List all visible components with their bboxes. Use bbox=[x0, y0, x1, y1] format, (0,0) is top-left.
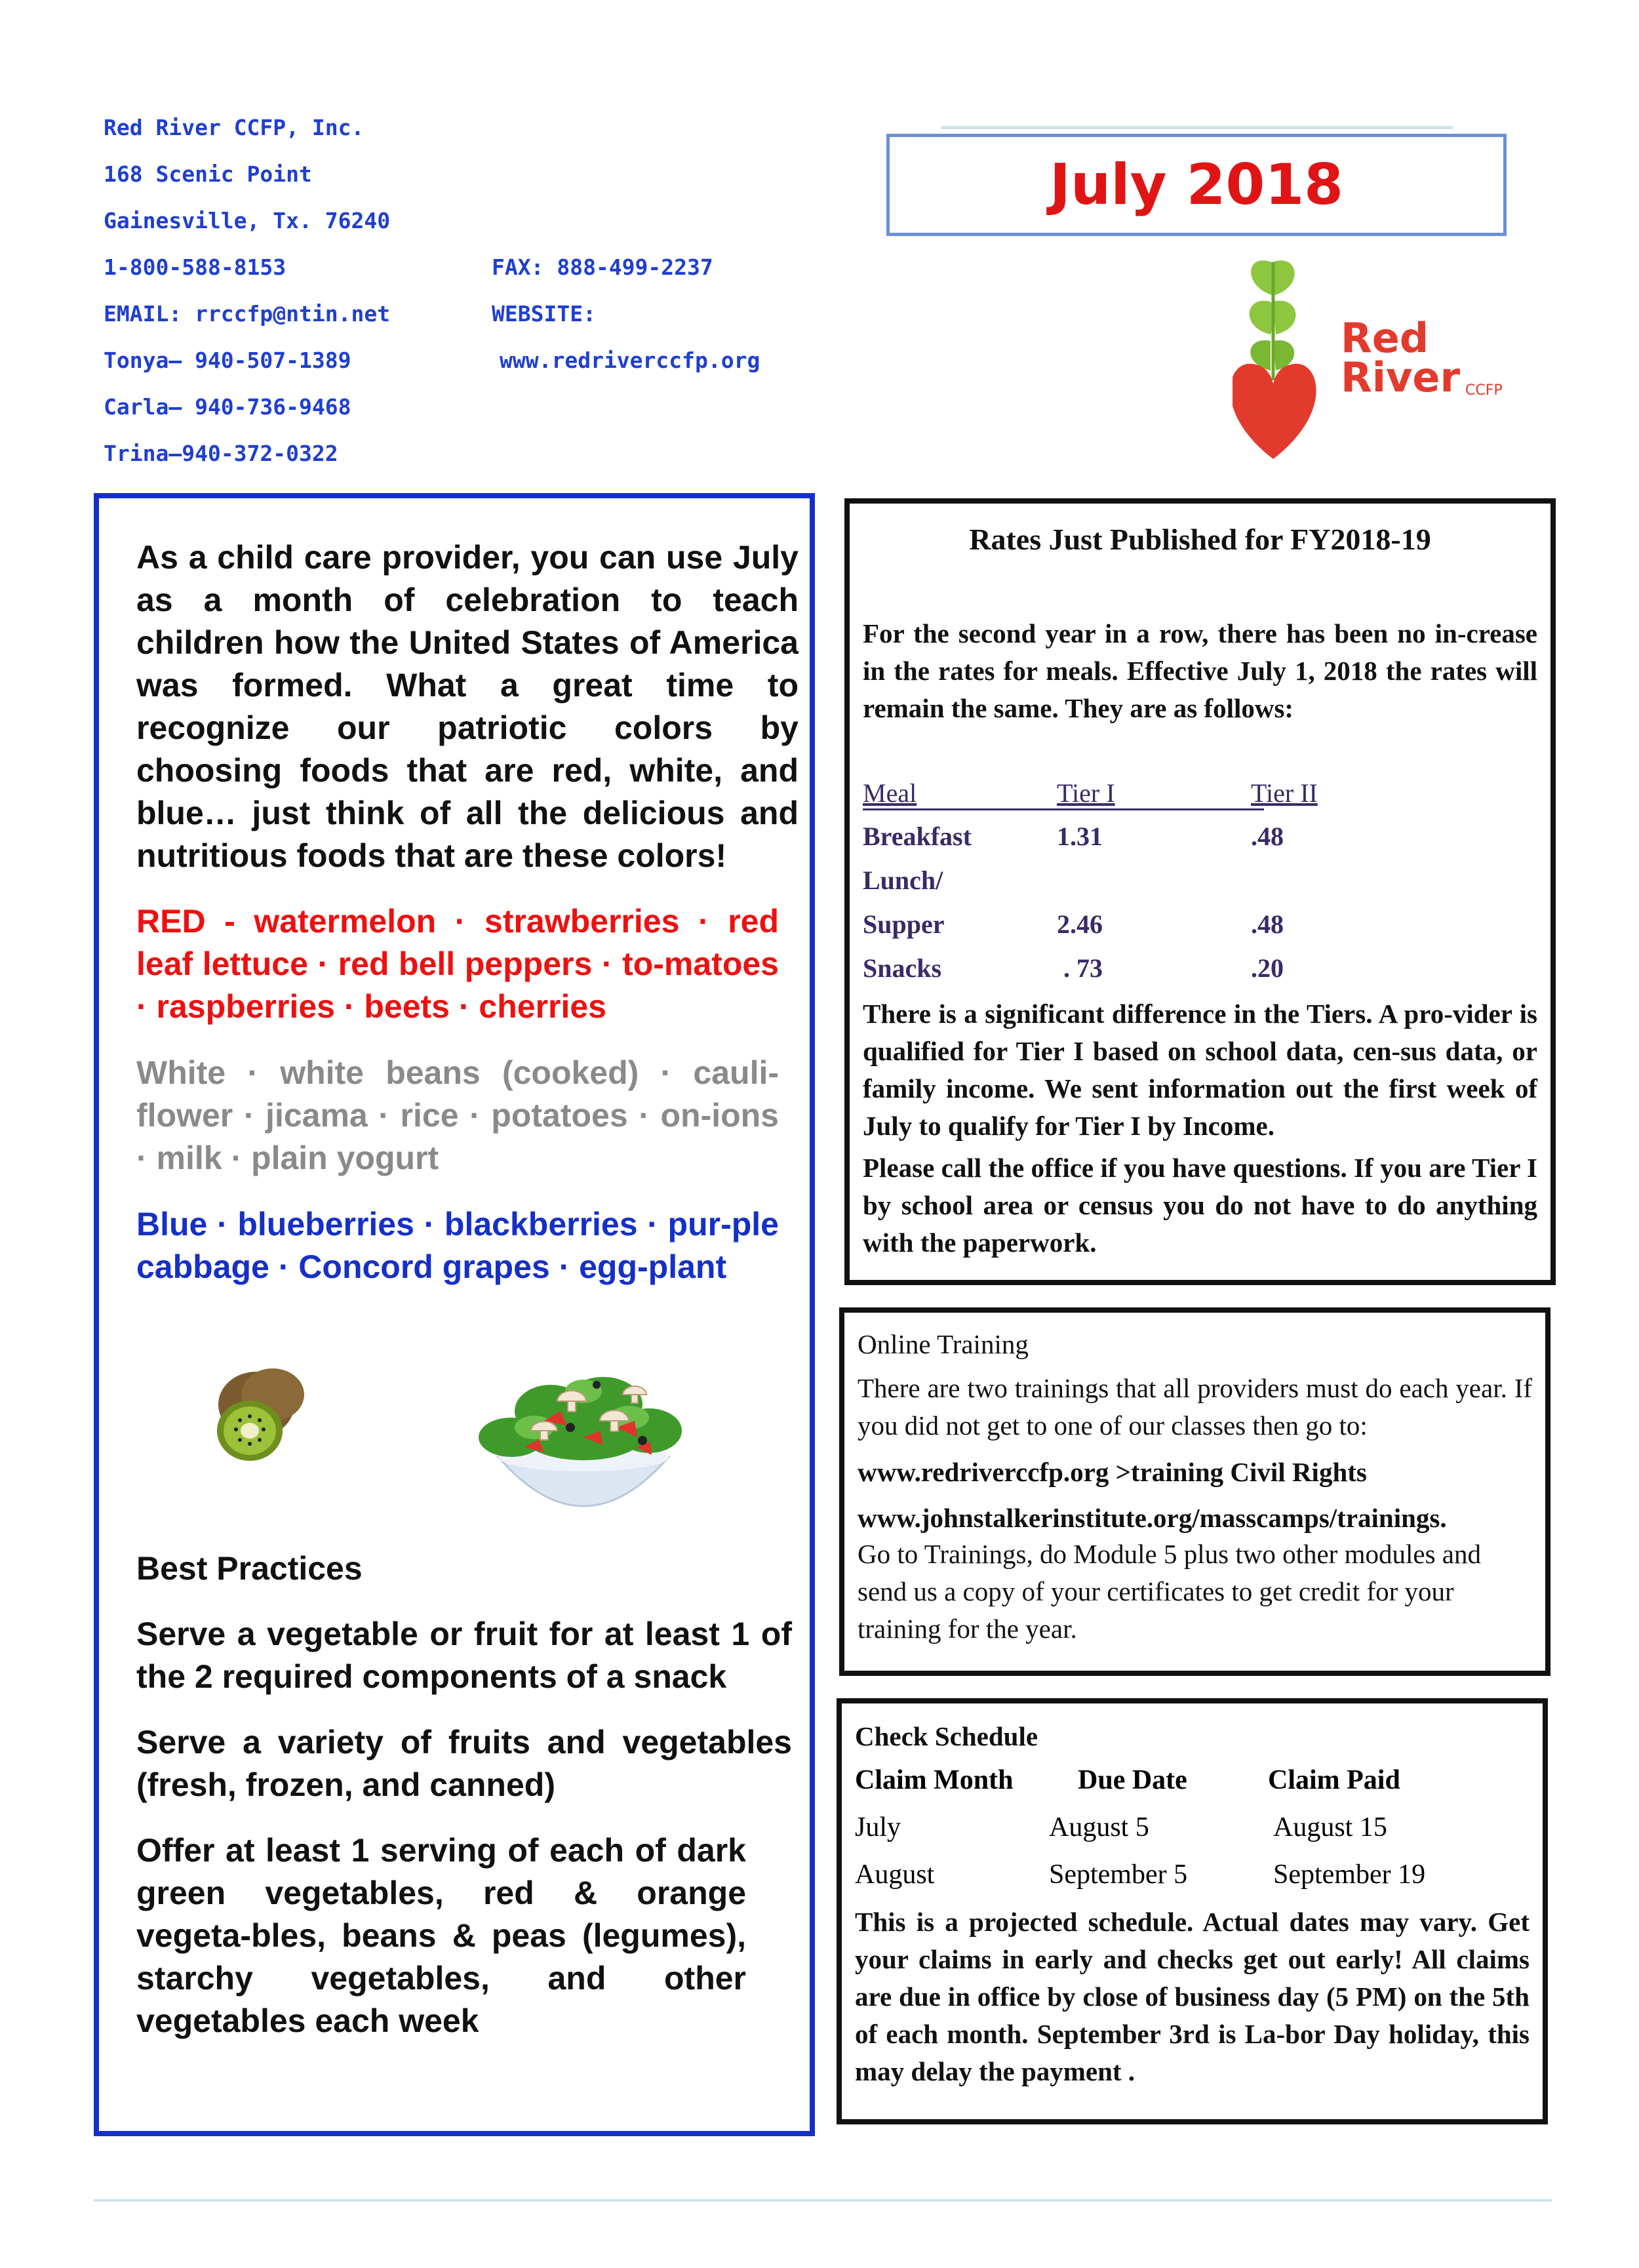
salad-bowl-icon bbox=[472, 1365, 695, 1542]
schedule-row-due: September 5 bbox=[1049, 1860, 1188, 1890]
intro-paragraph: As a child care provider, you can use July as a month of celebration to teach children how the United States of America was formed. What a great time to recognize our patriotic colors by choosing foods that are red, white, and blue… just think of all the delicious and nutritious foods that are these colors! bbox=[136, 539, 799, 874]
rates-row-meal: Snacks bbox=[863, 953, 942, 983]
rates-header-meal: Meal bbox=[863, 778, 917, 808]
office-call-paragraph: Please call the office if you have questions. If you are Tier I by school area or census you do not have to do anything with the paperwork. bbox=[863, 1153, 1537, 1258]
schedule-header-due: Due Date bbox=[1078, 1765, 1187, 1795]
email-address: EMAIL: rrccfp@ntin.net bbox=[104, 301, 391, 327]
rates-header-tier2: Tier II bbox=[1251, 778, 1318, 808]
online-training-box bbox=[839, 1307, 1550, 1676]
logo-text-ccfp: CCFP bbox=[1465, 382, 1503, 399]
schedule-header-month: Claim Month bbox=[855, 1765, 1014, 1795]
check-schedule-box bbox=[837, 1698, 1548, 2124]
newsletter-title: July 2018 bbox=[1049, 152, 1344, 218]
rates-row-tier2: .48 bbox=[1251, 909, 1284, 939]
training-link-civil-rights[interactable]: www.redriverccfp.org >training Civil Rights bbox=[858, 1457, 1367, 1487]
rates-row-meal: Lunch/ bbox=[863, 865, 943, 895]
rates-row-tier2: .20 bbox=[1251, 953, 1284, 983]
rates-row-tier1: 1.31 bbox=[1057, 822, 1103, 851]
schedule-heading: Check Schedule bbox=[855, 1721, 1038, 1751]
schedule-row-paid: September 19 bbox=[1273, 1860, 1426, 1890]
contact-tonya: Tonya– 940-507-1389 bbox=[104, 348, 351, 373]
training-intro: There are two trainings that all providers must do each year. If you did not get to one of our classes then go to: bbox=[858, 1373, 1532, 1441]
training-heading: Online Training bbox=[858, 1329, 1029, 1359]
red-foods-list: RED - watermelon · strawberries · red leaf lettuce · red bell peppers · to-matoes · raspberries · beets · cherries bbox=[136, 903, 779, 1025]
rates-box bbox=[844, 498, 1556, 1285]
schedule-header-paid: Claim Paid bbox=[1268, 1765, 1400, 1795]
rates-row-tier1: 2.46 bbox=[1057, 909, 1103, 939]
city-address: Gainesville, Tx. 76240 bbox=[104, 208, 391, 233]
logo-text-river: River bbox=[1341, 353, 1461, 401]
training-instructions: Go to Trainings, do Module 5 plus two other modules and send us a copy of your certificates to get credit for your training for the year. bbox=[858, 1539, 1481, 1644]
best-practice-2: Serve a variety of fruits and vegetables (fresh, frozen, and canned) bbox=[136, 1724, 792, 1803]
rates-header-underline bbox=[863, 808, 1264, 810]
title-accent-line bbox=[941, 126, 1453, 129]
rates-header-tier1: Tier I bbox=[1057, 778, 1115, 808]
white-foods-list: White · white beans (cooked) · cauli-flower · jicama · rice · potatoes · on-ions · milk · plain yogurt bbox=[136, 1054, 779, 1176]
website-link[interactable]: www.redriverccfp.org bbox=[500, 348, 760, 373]
fax-number: FAX: 888-499-2237 bbox=[492, 254, 713, 280]
org-name: Red River CCFP, Inc. bbox=[104, 115, 365, 140]
website-label: WEBSITE: bbox=[492, 301, 596, 327]
best-practice-1: Serve a vegetable or fruit for at least 1 of the 2 required components of a snack bbox=[136, 1616, 792, 1695]
schedule-row-month: August bbox=[855, 1860, 935, 1890]
rates-row-tier1: . 73 bbox=[1057, 953, 1103, 983]
schedule-row-month: July bbox=[855, 1812, 901, 1842]
schedule-note: This is a projected schedule. Actual dates may vary. Get your claims in early and checks get out early! All claims are due in office by close of business day (5 PM) on the 5th of each month. September 3rd is La-bor Day holiday, this may delay the payment . bbox=[855, 1907, 1530, 2086]
blue-foods-list: Blue · blueberries · blackberries · pur-ple cabbage · Concord grapes · egg-plant bbox=[136, 1206, 779, 1285]
red-river-logo bbox=[1233, 249, 1508, 466]
contact-trina: Trina—940-372-0322 bbox=[104, 441, 338, 466]
phone-number: 1-800-588-8153 bbox=[104, 254, 286, 280]
rates-title: Rates Just Published for FY2018-19 bbox=[969, 523, 1431, 556]
best-practices-heading: Best Practices bbox=[136, 1550, 363, 1587]
rates-row-meal: Supper bbox=[863, 909, 945, 939]
kiwi-icon bbox=[194, 1365, 312, 1470]
street-address: 168 Scenic Point bbox=[104, 161, 312, 187]
tiers-paragraph: There is a significant difference in the Tiers. A pro-vider is qualified for Tier I based on school data, cen-sus data, or family income. We sent information out the first week of July to qualify for Tier I by Income. bbox=[863, 999, 1537, 1141]
training-link-johnstalker[interactable]: www.johnstalkerinstitute.org/masscamps/trainings. bbox=[858, 1503, 1447, 1533]
bottom-divider bbox=[94, 2199, 1552, 2202]
rates-row-tier2: .48 bbox=[1251, 822, 1284, 851]
logo-text-red: Red bbox=[1341, 314, 1429, 362]
schedule-row-due: August 5 bbox=[1049, 1812, 1149, 1842]
best-practice-3: Offer at least 1 serving of each of dark green vegetables, red & orange vegeta-bles, beans & peas (legumes), starchy vegetables, and other vegetables each week bbox=[136, 1832, 746, 2039]
title-box bbox=[886, 134, 1507, 236]
rates-row-meal: Breakfast bbox=[863, 822, 972, 851]
contact-carla: Carla– 940-736-9468 bbox=[104, 394, 351, 420]
schedule-row-paid: August 15 bbox=[1273, 1812, 1387, 1842]
rates-intro: For the second year in a row, there has been no in-crease in the rates for meals. Effective July 1, 2018 the rates will remain the same. They are as follows: bbox=[863, 618, 1537, 723]
